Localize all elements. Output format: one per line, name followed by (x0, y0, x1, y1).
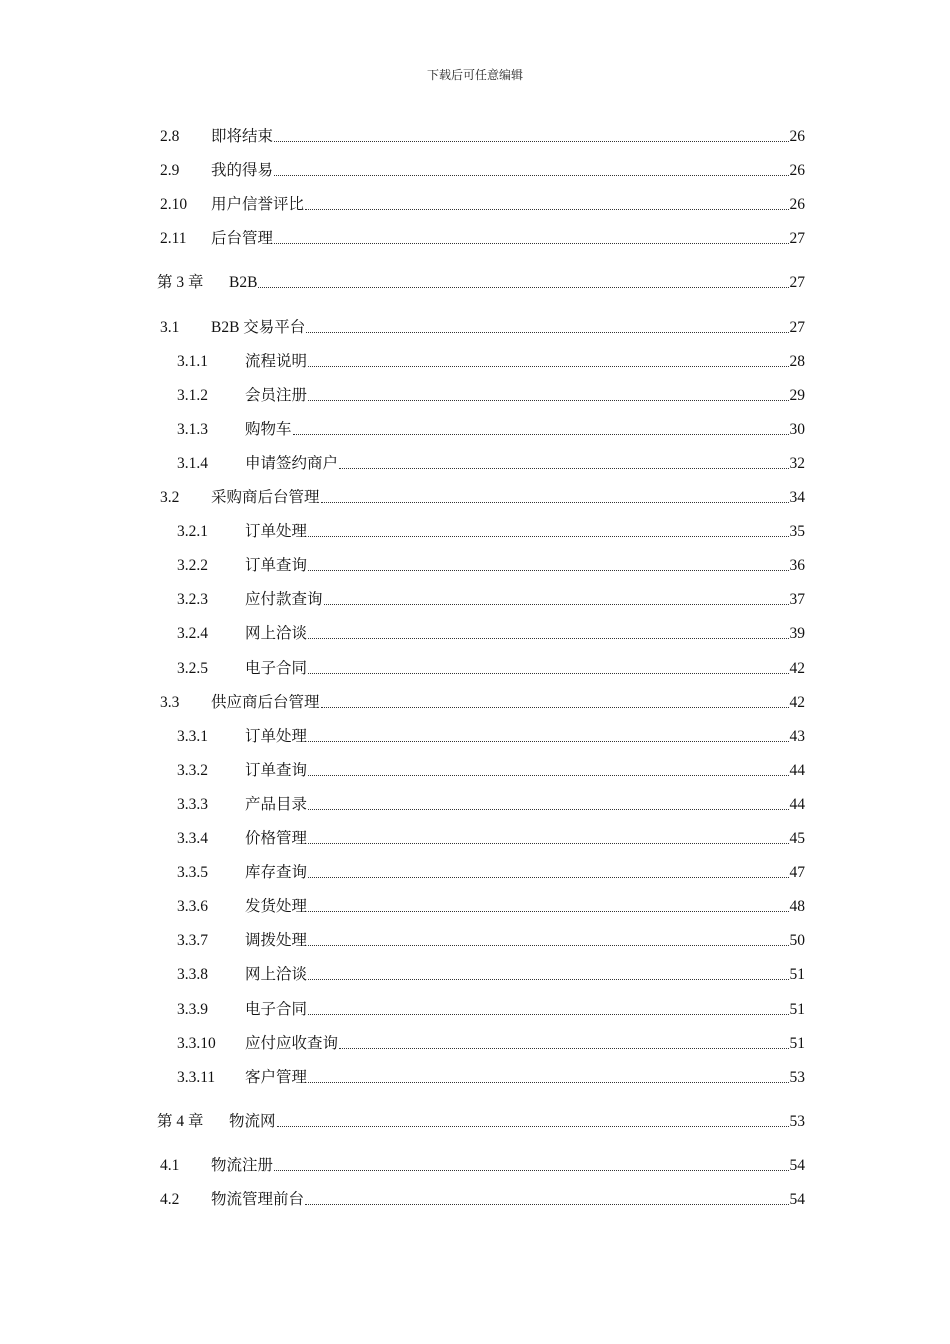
toc-dot-leader (308, 979, 788, 980)
toc-entry-number: 3.2.4 (177, 625, 208, 642)
toc-entry-number: 3.3.10 (177, 1035, 216, 1052)
toc-entry-number: 3.3.1 (177, 728, 208, 745)
toc-entry[interactable] (177, 795, 805, 815)
toc-entry-number: 3.3.7 (177, 932, 208, 949)
toc-entry-page: 54 (789, 1191, 805, 1208)
toc-entry-page: 54 (789, 1157, 805, 1174)
toc-entry-page: 47 (789, 864, 805, 881)
toc-entry-page: 32 (789, 455, 805, 472)
toc-entry-title: 供应商后台管理 (211, 694, 320, 711)
toc-entry-page: 51 (789, 966, 805, 983)
toc-entry-number: 3.1.2 (177, 387, 208, 404)
toc-dot-leader (305, 1204, 788, 1205)
toc-dot-leader (308, 741, 788, 742)
toc-entry-number: 3.3.3 (177, 796, 208, 813)
toc-entry-number: 3.2 (160, 489, 180, 506)
toc-dot-leader (308, 809, 788, 810)
toc-entry-page: 27 (789, 230, 805, 247)
toc-entry-number: 3.1.4 (177, 455, 208, 472)
toc-entry[interactable] (177, 1000, 805, 1020)
toc-entry-title: 购物车 (245, 421, 292, 438)
toc-entry-page: 35 (789, 523, 805, 540)
toc-entry[interactable] (177, 420, 805, 440)
toc-entry-page: 51 (789, 1035, 805, 1052)
toc-entry[interactable] (160, 195, 805, 215)
toc-entry[interactable] (160, 318, 805, 338)
toc-entry[interactable] (160, 161, 805, 181)
toc-entry[interactable] (160, 229, 805, 249)
toc-entry[interactable] (160, 1190, 805, 1210)
toc-entry-page: 50 (789, 932, 805, 949)
toc-entry-page: 37 (789, 591, 805, 608)
toc-entry-page: 53 (789, 1113, 805, 1130)
toc-dot-leader (274, 1170, 788, 1171)
toc-entry-title: 网上洽谈 (245, 966, 308, 983)
toc-entry-page: 53 (789, 1069, 805, 1086)
toc-entry[interactable] (177, 386, 805, 406)
toc-entry-title: 库存查询 (245, 864, 308, 881)
toc-dot-leader (324, 604, 789, 605)
toc-entry-number: 3.3.9 (177, 1001, 208, 1018)
toc-entry-page: 28 (789, 353, 805, 370)
toc-entry-number: 2.8 (160, 128, 180, 145)
toc-entry-page: 26 (789, 162, 805, 179)
toc-entry-title: 价格管理 (245, 830, 308, 847)
toc-dot-leader (308, 638, 788, 639)
toc-entry-number: 3.3.2 (177, 762, 208, 779)
toc-entry[interactable] (177, 965, 805, 985)
toc-entry-title: 网上洽谈 (245, 625, 308, 642)
toc-entry-title: 采购商后台管理 (211, 489, 320, 506)
toc-entry[interactable] (177, 1034, 805, 1054)
toc-entry-page: 39 (789, 625, 805, 642)
toc-entry-title: 订单查询 (245, 762, 308, 779)
toc-entry-title: 物流网 (229, 1113, 276, 1130)
toc-entry-title: 订单查询 (245, 557, 308, 574)
toc-entry-title: 申请签约商户 (245, 455, 339, 472)
toc-entry-title: 调拨处理 (245, 932, 308, 949)
toc-entry-title: 电子合同 (245, 1001, 308, 1018)
toc-entry-number: 3.1 (160, 319, 180, 336)
toc-entry[interactable] (177, 556, 805, 576)
toc-entry-page: 45 (789, 830, 805, 847)
toc-dot-leader (258, 287, 788, 288)
toc-entry-number: 3.2.1 (177, 523, 208, 540)
toc-entry-title: 应付应收查询 (245, 1035, 339, 1052)
toc-entry[interactable] (160, 488, 805, 508)
toc-entry-page: 44 (789, 796, 805, 813)
toc-entry-number: 3.3.5 (177, 864, 208, 881)
toc-entry-page: 44 (789, 762, 805, 779)
toc-entry-page: 27 (789, 274, 805, 291)
toc-entry-page: 51 (789, 1001, 805, 1018)
toc-dot-leader (321, 502, 789, 503)
toc-dot-leader (293, 434, 789, 435)
toc-dot-leader (306, 332, 788, 333)
toc-dot-leader (308, 1082, 788, 1083)
toc-entry-number: 3.3.4 (177, 830, 208, 847)
toc-entry-number: 3.3.8 (177, 966, 208, 983)
toc-entry-page: 36 (789, 557, 805, 574)
toc-dot-leader (277, 1126, 789, 1127)
toc-entry[interactable] (160, 127, 805, 147)
toc-entry-title: 电子合同 (245, 660, 308, 677)
toc-dot-leader (339, 1048, 788, 1049)
toc-entry-title: 物流注册 (211, 1157, 274, 1174)
toc-dot-leader (321, 707, 789, 708)
toc-entry-page: 42 (789, 694, 805, 711)
page-header: 下载后可任意编辑 (426, 68, 523, 82)
toc-entry-page: 48 (789, 898, 805, 915)
toc-dot-leader (305, 209, 788, 210)
toc-entry-number: 2.9 (160, 162, 180, 179)
toc-dot-leader (274, 141, 788, 142)
toc-entry-page: 43 (789, 728, 805, 745)
toc-entry-page: 27 (789, 319, 805, 336)
toc-entry-title: 产品目录 (245, 796, 308, 813)
toc-entry-page: 30 (789, 421, 805, 438)
toc-dot-leader (274, 175, 788, 176)
toc-entry-title: 会员注册 (245, 387, 308, 404)
toc-entry-number: 3.3.11 (177, 1069, 216, 1086)
toc-entry[interactable] (177, 624, 805, 644)
toc-entry[interactable] (177, 829, 805, 849)
toc-entry-page: 29 (789, 387, 805, 404)
toc-entry-title: 即将结束 (211, 128, 274, 145)
toc-dot-leader (274, 243, 788, 244)
toc-dot-leader (308, 366, 788, 367)
toc-entry-number: 3.2.5 (177, 660, 208, 677)
toc-entry-title: 发货处理 (245, 898, 308, 915)
toc-dot-leader (308, 400, 788, 401)
toc-entry-number: 3.3.6 (177, 898, 208, 915)
toc-entry-number: 3.3 (160, 694, 180, 711)
toc-dot-leader (339, 468, 788, 469)
toc-entry-number: 4.1 (160, 1157, 180, 1174)
toc-dot-leader (308, 1014, 788, 1015)
toc-entry[interactable] (157, 1112, 805, 1132)
toc-entry-number: 第 3 章 (157, 274, 204, 291)
toc-entry-title: 客户管理 (245, 1069, 308, 1086)
toc-entry-page: 26 (789, 196, 805, 213)
toc-dot-leader (308, 911, 788, 912)
toc-dot-leader (308, 843, 788, 844)
toc-entry-page: 34 (789, 489, 805, 506)
toc-dot-leader (308, 775, 788, 776)
toc-entry-title: 物流管理前台 (211, 1191, 305, 1208)
toc-entry-title: 订单处理 (245, 523, 308, 540)
toc-entry[interactable] (177, 522, 805, 542)
toc-entry[interactable] (160, 693, 805, 713)
toc-entry[interactable] (177, 897, 805, 917)
toc-entry-number: 4.2 (160, 1191, 180, 1208)
toc-entry-title: 应付款查询 (245, 591, 323, 608)
toc-entry[interactable] (177, 761, 805, 781)
toc-entry[interactable] (177, 590, 805, 610)
toc-entry-number: 第 4 章 (157, 1113, 204, 1130)
toc-entry[interactable] (177, 931, 805, 951)
toc-entry-title: 我的得易 (211, 162, 274, 179)
toc-entry[interactable] (177, 1068, 805, 1088)
toc-entry-title: 订单处理 (245, 728, 308, 745)
toc-entry-number: 3.1.1 (177, 353, 208, 370)
toc-entry[interactable] (160, 1156, 805, 1176)
toc-entry-title: B2B 交易平台 (211, 319, 306, 336)
toc-entry-number: 3.2.2 (177, 557, 208, 574)
toc-entry[interactable] (177, 454, 805, 474)
toc-entry[interactable] (177, 863, 805, 883)
toc-dot-leader (308, 673, 788, 674)
toc-entry-page: 42 (789, 660, 805, 677)
toc-entry-title: B2B (229, 274, 258, 291)
toc-entry-title: 用户信誉评比 (211, 196, 305, 213)
toc-dot-leader (308, 570, 788, 571)
toc-entry[interactable] (177, 352, 805, 372)
toc-entry[interactable] (177, 727, 805, 747)
toc-dot-leader (308, 536, 788, 537)
toc-entry-page: 26 (789, 128, 805, 145)
toc-entry-number: 2.10 (160, 196, 188, 213)
toc-entry-number: 3.2.3 (177, 591, 208, 608)
toc-entry-title: 流程说明 (245, 353, 308, 370)
toc-dot-leader (308, 945, 788, 946)
toc-entry-number: 2.11 (160, 230, 187, 247)
toc-entry-title: 后台管理 (211, 230, 274, 247)
toc-entry-number: 3.1.3 (177, 421, 208, 438)
toc-entry[interactable] (157, 273, 805, 293)
toc-dot-leader (308, 877, 788, 878)
toc-entry[interactable] (177, 659, 805, 679)
